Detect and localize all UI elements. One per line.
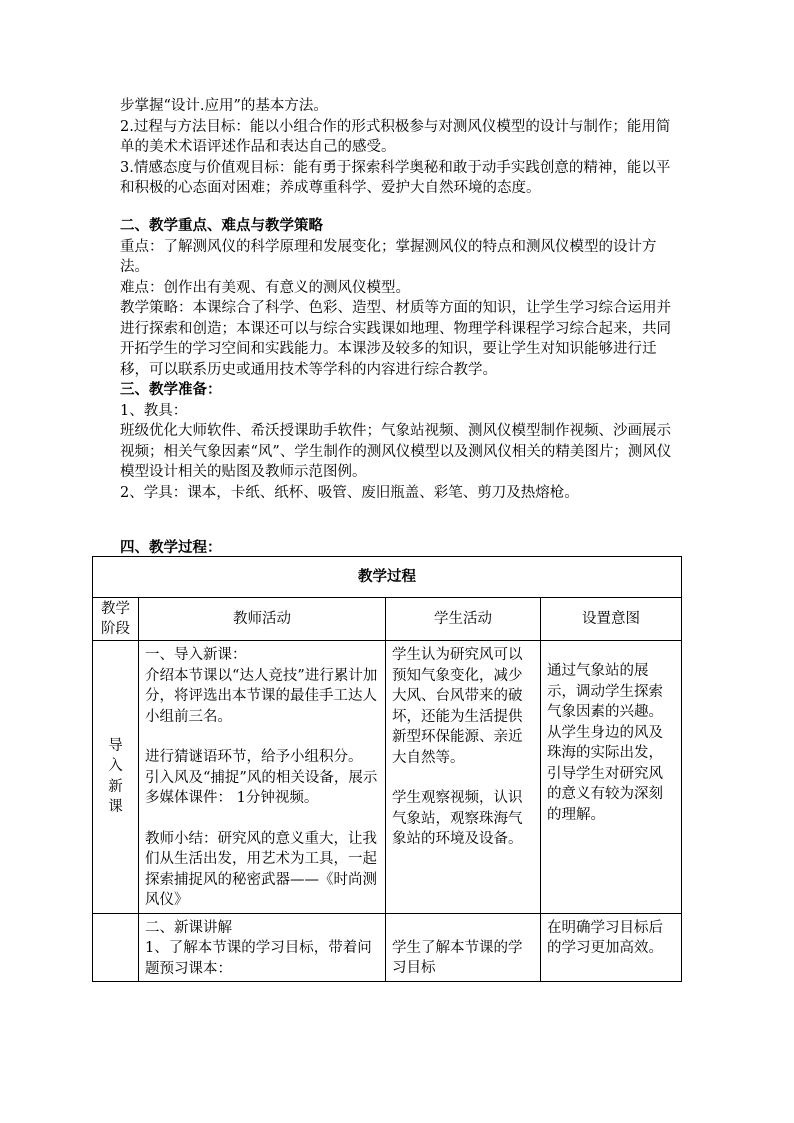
header-stage [93,598,139,641]
table-row [93,641,682,914]
teaching-process-table [92,556,682,982]
difficult-point-text: 难点：创作出有美观、有意义的测风仪模型。 [120,279,410,296]
table-row [93,913,682,982]
header-stage-line2: 阶段 [101,621,130,637]
teacher-line: 一、导入新课： [145,647,247,663]
intent-intro: 通过气象站的展示，调动学生探索气象因素的兴趣。从学生身边的风及珠海的实际出发，引导学生对研究风的意义有较为深刻的理解。 [541,641,682,914]
student-activity-intro [386,641,541,914]
teacher-line: 1、了解本节课的学习目标，带着问题预习课本： [145,940,372,977]
goal-process: 2.过程与方法目标：能以小组合作的形式积极参与对测风仪模型的设计与制作；能用简单的美术术语评述作品和表达自己的感受。 [120,118,671,155]
table-caption: 教学过程 [93,557,682,598]
section-2-heading: 二、教学重点、难点与教学策略 [120,217,323,234]
stage-char: 课 [108,799,123,816]
stage-char: 导 [108,737,123,754]
teacher-activity-intro [139,641,386,914]
header-student: 学生活动 [386,598,541,641]
stage-char: 入 [108,758,123,775]
goal-continuation: 步掌握“设计.应用”的基本方法。 [120,98,328,114]
student-line: 学生观察视频，认识气象站，观察珠海气象站的环境及设备。 [392,790,523,847]
section-key-points [120,216,680,503]
teacher-activity-lecture [139,913,386,982]
goals-block [120,96,680,199]
key-point-text: 重点：了解测风仪的科学原理和发展变化；掌握测风仪的特点和测风仪模型的设计方法。 [120,238,657,275]
section-3-heading: 三、教学准备： [120,381,222,398]
stage-lecture [93,913,139,982]
goal-emotion: 3.情感态度与价值观目标：能有勇于探索科学奥秘和敢于动手实践创意的精神，能以平和积极的心态面对困难；养成尊重科学、爱护大自然环境的态度。 [120,159,671,196]
stage-intro [93,641,139,914]
student-tools-text: 2、学具：课本，卡纸、纸杯、吸管、废旧瓶盖、彩笔、剪刀及热熔枪。 [120,484,579,501]
tools-text: 班级优化大师软件、希沃授课助手软件；气象站视频、测风仪模型制作视频、沙画展示视频；相关气象因素“风”、学生制作的测风仪模型以及测风仪相关的精美图片；测风仪模型设计相关的贴图及教师示范图例。 [120,423,672,480]
teacher-line: 教师小结：研究风的意义重大，让我们从生活出发，用艺术为工具，一起探索捕捉风的秘密武器——《时尚测风仪》 [145,830,377,908]
teacher-line: 引入风及“捕捉”风的相关设备，展示多媒体课件： 1分钟视频。 [145,769,378,806]
student-activity-lecture: 学生了解本节课的学习目标 [386,913,541,982]
tools-label: 1、教具： [120,402,188,419]
header-intent: 设置意图 [541,598,682,641]
strategy-text: 教学策略：本课综合了科学、色彩、造型、材质等方面的知识，让学生学习综合运用并进行探索和创造；本课还可以与综合实践课如地理、物理学科课程学习综合起来，共同开拓学生的学习空间和实践能力。本课涉及较多的知识，要让学生对知识能够进行迁移，可以联系历史或通用技术等学科的内容进行综合教学。 [120,300,671,378]
section-4-heading: 四、教学过程： [120,539,222,556]
teacher-line: 进行猜谜语环节，给予小组积分。 [145,749,363,765]
teacher-line: 二、新课讲解 [145,919,232,936]
student-line: 学生认为研究风可以预知气象变化，减少大风、台风带来的破坏，还能为生活提供新型环保能源、亲近大自然等。 [392,647,523,766]
header-teacher: 教师活动 [139,598,386,641]
header-stage-line1: 教学 [101,600,130,617]
stage-char: 新 [108,778,123,795]
teacher-line: 介绍本节课以“达人竞技”进行累计加分，将评选出本节课的最佳手工达人小组前三名。 [145,667,378,725]
intent-lecture: 在明确学习目标后的学习更加高效。 [541,913,682,982]
